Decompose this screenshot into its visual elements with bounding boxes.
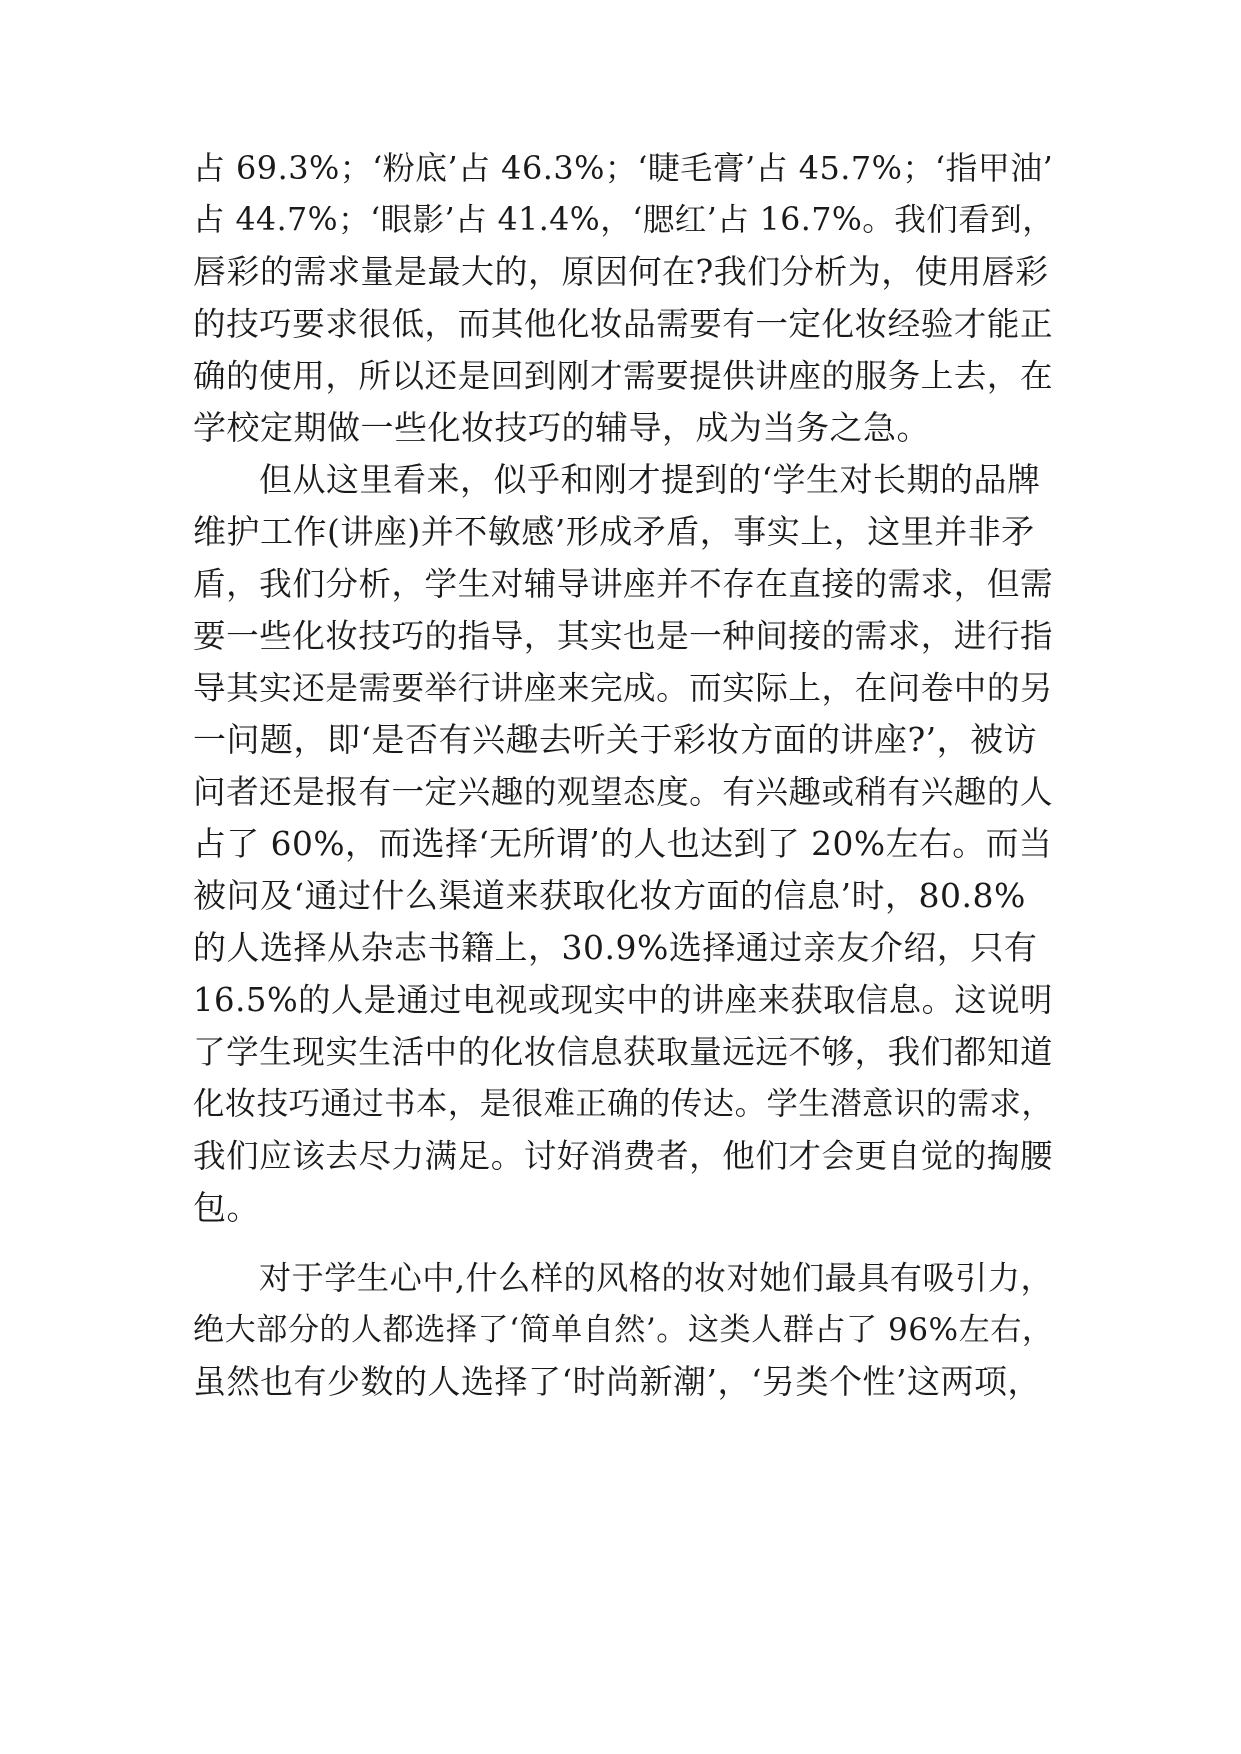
paragraph-3-line-1: 对于学生心中,什么样的风格的妆对她们最具有吸引力， <box>259 1259 1054 1297</box>
paragraph-2-line-14: 我们应该去尽力满足。讨好消费者，他们才会更自觉的掏腰 <box>193 1137 1054 1175</box>
paragraph-1-line-4: 的技巧要求很低，而其他化妆品需要有一定化妆经验才能正 <box>193 305 1054 343</box>
paragraph-3-line-2: 绝大部分的人都选择了‘简单自然’。这类人群占了 96%左右， <box>193 1312 1054 1348</box>
paragraph-2-line-2: 维护工作(讲座)并不敏感’形成矛盾，事实上，这里并非矛 <box>193 512 1035 551</box>
paragraph-2-line-11: 16.5%的人是通过电视或现实中的讲座来获取信息。这说明 <box>193 981 1053 1019</box>
paragraph-2-line-7: 问者还是报有一定兴趣的观望态度。有兴趣或稍有兴趣的人 <box>193 773 1054 811</box>
paragraph-2-line-3: 盾，我们分析，学生对辅导讲座并不存在直接的需求，但需 <box>193 565 1054 603</box>
paragraph-2-line-8: 占了 60%，而选择‘无所谓’的人也达到了 20%左右。而当 <box>193 825 1053 863</box>
paragraph-1-line-3: 唇彩的需求量是最大的，原因何在?我们分析为，使用唇彩 <box>193 252 1049 291</box>
paragraph-1-line-2: 占 44.7%；‘眼影’占 41.4%，‘腮红’占 16.7%。我们看到， <box>193 202 1055 238</box>
paragraph-1-line-1: 占 69.3%；‘粉底’占 46.3%；‘睫毛膏’占 45.7%；‘指甲油’ <box>193 149 1054 187</box>
paragraph-1-line-5: 确的使用，所以还是回到刚才需要提供讲座的服务上去，在 <box>193 357 1054 395</box>
paragraph-2-line-15: 包。 <box>193 1188 260 1227</box>
paragraph-3-line-3: 虽然也有少数的人选择了‘时尚新潮’，‘另类个性’这两项， <box>193 1362 1041 1401</box>
paragraph-2-line-6: 一问题，即‘是否有兴趣去听关于彩妆方面的讲座?’，被访 <box>193 720 1038 759</box>
paragraph-2-line-1: 但从这里看来，似乎和刚才提到的‘学生对长期的品牌 <box>259 460 1041 499</box>
paragraph-2-line-4: 要一些化妆技巧的指导，其实也是一种间接的需求，进行指 <box>193 617 1054 655</box>
paragraph-2-line-10: 的人选择从杂志书籍上，30.9%选择通过亲友介绍，只有 <box>193 928 1038 967</box>
paragraph-2-line-12: 了学生现实生活中的化妆信息获取量远远不够，我们都知道 <box>193 1033 1054 1071</box>
paragraph-2-line-5: 导其实还是需要举行讲座来完成。而实际上，在问卷中的另 <box>193 669 1054 707</box>
paragraph-2-line-13: 化妆技巧通过书本，是很难正确的传达。学生潜意识的需求， <box>193 1086 1054 1122</box>
paragraph-1-line-6: 学校定期做一些化妆技巧的辅导，成为当务之急。 <box>193 408 930 447</box>
paragraph-2-line-9: 被问及‘通过什么渠道来获取化妆方面的信息’时，80.8% <box>193 876 1026 915</box>
